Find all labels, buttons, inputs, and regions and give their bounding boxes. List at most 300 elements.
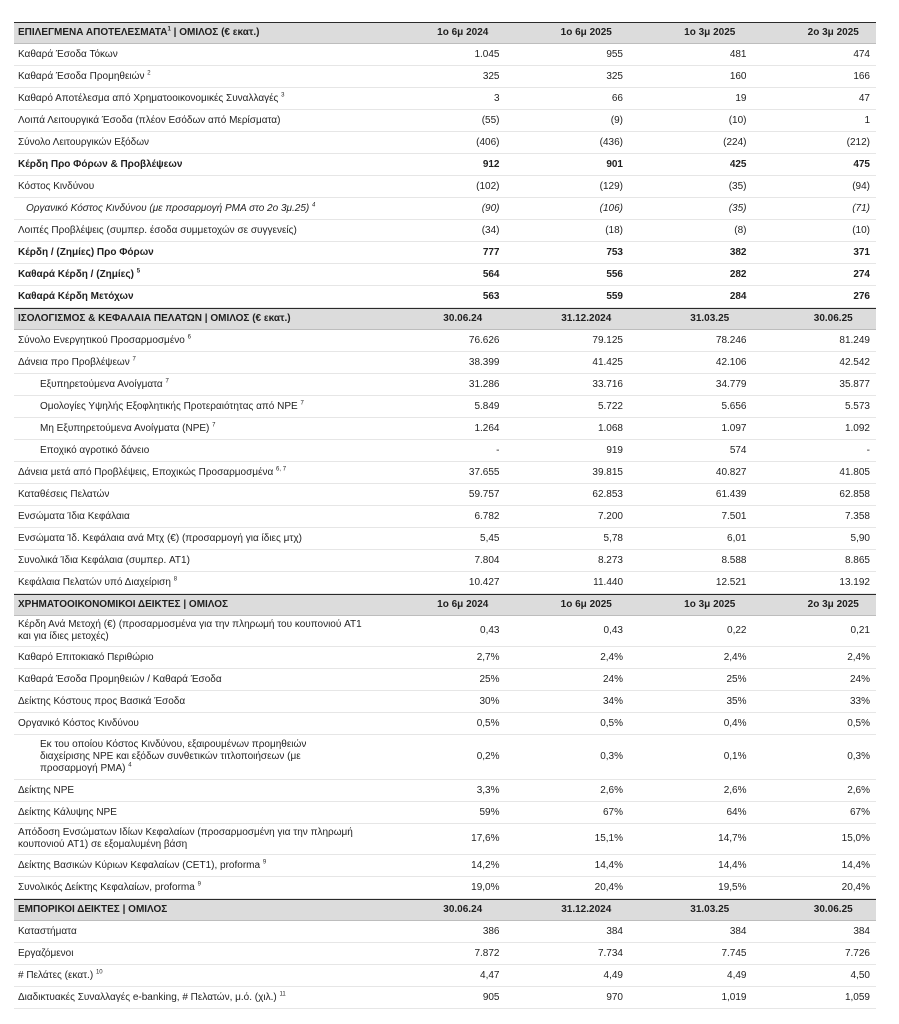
value-cell: 955 bbox=[606, 48, 623, 60]
value-cell: 41.425 bbox=[592, 356, 623, 368]
table-row bbox=[14, 824, 876, 855]
value-cell: 7.358 bbox=[844, 510, 870, 522]
table-row bbox=[14, 330, 876, 352]
row-label-text: Λοιπές Προβλέψεις (συμπερ. έσοδα συμμετοχών σε συγγενείς) bbox=[18, 224, 297, 236]
column-header: 30.06.25 bbox=[813, 313, 853, 324]
value-cell: 13.192 bbox=[839, 576, 870, 588]
value-cell: (224) bbox=[723, 136, 747, 148]
value-cell: (94) bbox=[852, 180, 870, 192]
footnote-ref: 4 bbox=[128, 762, 132, 769]
section-title-text: ΙΣΟΛΟΓΙΣΜΟΣ & ΚΕΦΑΛΑΙΑ ΠΕΛΑΤΩΝ | ΟΜΙΛΟΣ (€ εκατ.) bbox=[18, 313, 291, 324]
table-row bbox=[14, 921, 876, 943]
value-cell: 556 bbox=[606, 268, 623, 280]
value-cell: 5,90 bbox=[850, 532, 870, 544]
value-cell: 66 bbox=[611, 92, 623, 104]
footnote-ref: 5 bbox=[136, 268, 141, 275]
footnote-ref: 11 bbox=[279, 991, 286, 998]
row-label bbox=[14, 423, 382, 435]
table-row bbox=[14, 154, 876, 176]
column-header: 1ο 3μ 2025 bbox=[684, 599, 736, 610]
value-cell: 42.542 bbox=[839, 356, 870, 368]
value-cell: 33% bbox=[849, 695, 870, 707]
row-label-text: Εποχικό αγροτικό δάνειο bbox=[40, 444, 150, 456]
value-cell: 34% bbox=[602, 695, 623, 707]
row-label-text: Συνολικός Δείκτης Κεφαλαίων, proforma bbox=[18, 881, 195, 893]
value-cell: 64% bbox=[726, 806, 747, 818]
value-cell: 30% bbox=[479, 695, 500, 707]
value-cell: (35) bbox=[728, 202, 747, 214]
table-row bbox=[14, 352, 876, 374]
value-cell: 24% bbox=[602, 673, 623, 685]
footnote-ref: 7 bbox=[165, 378, 169, 385]
row-label-text: Καταστήματα bbox=[18, 925, 77, 937]
table-section bbox=[14, 22, 876, 308]
value-cell: 10.427 bbox=[468, 576, 500, 588]
value-cell: 0,5% bbox=[600, 717, 623, 729]
value-cell: 14,4% bbox=[841, 859, 870, 871]
row-label-text: Κέρδη / (Ζημίες) Προ Φόρων bbox=[18, 246, 154, 258]
value-cell: 2,4% bbox=[723, 651, 747, 663]
row-label bbox=[14, 555, 382, 567]
column-header: 30.06.24 bbox=[443, 904, 483, 915]
table-row bbox=[14, 616, 876, 647]
value-cell: 76.626 bbox=[468, 334, 500, 346]
value-cell: 475 bbox=[853, 158, 870, 170]
table-row bbox=[14, 110, 876, 132]
value-cell: 7.726 bbox=[844, 947, 870, 959]
value-cell: 19,5% bbox=[718, 881, 747, 893]
value-cell: 384 bbox=[853, 925, 870, 937]
value-cell: 753 bbox=[606, 246, 623, 258]
value-cell: 2,4% bbox=[600, 651, 623, 663]
value-cell: 1.092 bbox=[844, 422, 870, 434]
row-label-text: Καθαρά Κέρδη Μετόχων bbox=[18, 290, 134, 302]
row-label bbox=[14, 577, 382, 589]
row-label-text: Συνολικά Ίδια Κεφάλαια (συμπερ. AT1) bbox=[18, 554, 190, 566]
footnote-ref: 9 bbox=[197, 881, 201, 888]
value-cell: 47 bbox=[858, 92, 870, 104]
footnote-ref: 10 bbox=[95, 969, 103, 976]
row-label-text: Κέρδη Ανά Μετοχή (€) (προσαρμοσμένα για την πληρωμή του κουπονιού AT1 και για ίδιες μετοχές) bbox=[18, 619, 362, 642]
table-row bbox=[14, 572, 876, 594]
value-cell: 5.849 bbox=[474, 400, 500, 412]
value-cell: 34.779 bbox=[715, 378, 747, 390]
value-cell: 7.872 bbox=[474, 947, 500, 959]
row-label-text: Καθαρά Έσοδα Προμηθειών bbox=[18, 70, 145, 82]
row-label bbox=[14, 739, 382, 775]
value-cell: 382 bbox=[729, 246, 747, 258]
section-title bbox=[14, 27, 382, 39]
row-label bbox=[14, 882, 382, 894]
row-label-text: Καθαρά Έσοδα Προμηθειών / Καθαρά Έσοδα bbox=[18, 673, 222, 685]
value-cell: 67% bbox=[602, 806, 623, 818]
row-label-text: Οργανικό Κόστος Κινδύνου (με προσαρμογή PMA στο 2ο 3μ.25) bbox=[26, 202, 310, 214]
value-cell: 777 bbox=[482, 246, 500, 258]
row-label bbox=[14, 379, 382, 391]
row-label bbox=[14, 533, 382, 545]
footnote-ref: 7 bbox=[300, 400, 304, 407]
value-cell: 8.865 bbox=[844, 554, 870, 566]
table-row bbox=[14, 713, 876, 735]
section-title bbox=[14, 313, 382, 325]
table-row bbox=[14, 286, 876, 308]
row-label bbox=[14, 49, 382, 61]
column-header: 2ο 3μ 2025 bbox=[807, 27, 859, 38]
table-row bbox=[14, 735, 876, 780]
section-title bbox=[14, 904, 382, 916]
table-row bbox=[14, 66, 876, 88]
value-cell: 2,6% bbox=[600, 784, 623, 796]
column-header: 30.06.25 bbox=[813, 904, 853, 915]
value-cell: (34) bbox=[481, 224, 500, 236]
value-cell: 6,01 bbox=[727, 532, 747, 544]
value-cell: 40.827 bbox=[715, 466, 747, 478]
row-label bbox=[14, 357, 382, 369]
value-cell: 6.782 bbox=[474, 510, 500, 522]
value-cell: 7.200 bbox=[597, 510, 623, 522]
value-cell: 39.815 bbox=[592, 466, 623, 478]
row-label-text: Δάνεια προ Προβλέψεων bbox=[18, 356, 130, 368]
table-row bbox=[14, 44, 876, 66]
row-label-text: Δείκτης Κάλυψης NPE bbox=[18, 806, 117, 818]
value-cell: 14,2% bbox=[471, 859, 500, 871]
value-cell: 7.734 bbox=[597, 947, 623, 959]
results-table bbox=[14, 22, 876, 1009]
section-title-text: ΕΜΠΟΡΙΚΟΙ ΔΕΙΚΤΕΣ | ΟΜΙΛΟΣ bbox=[18, 904, 168, 915]
value-cell: 3 bbox=[493, 92, 500, 104]
column-header: 1ο 6μ 2024 bbox=[437, 599, 489, 610]
value-cell: 905 bbox=[482, 991, 500, 1003]
value-cell: 62.853 bbox=[592, 488, 623, 500]
value-cell: 35.877 bbox=[839, 378, 870, 390]
value-cell: 425 bbox=[729, 158, 747, 170]
value-cell: 386 bbox=[482, 925, 500, 937]
table-row bbox=[14, 506, 876, 528]
table-row bbox=[14, 877, 876, 899]
value-cell: 59% bbox=[479, 806, 500, 818]
row-label bbox=[14, 674, 382, 686]
row-label-text: Δείκτης Βασικών Κύριων Κεφαλαίων (CET1), proforma bbox=[18, 859, 261, 871]
table-row bbox=[14, 176, 876, 198]
value-cell: (106) bbox=[599, 202, 623, 214]
value-cell: 19 bbox=[735, 92, 747, 104]
table-row bbox=[14, 132, 876, 154]
value-cell: 4,47 bbox=[480, 969, 500, 981]
row-label-text: Κέρδη Προ Φόρων & Προβλέψεων bbox=[18, 158, 183, 170]
value-cell: 7.745 bbox=[721, 947, 747, 959]
row-label bbox=[14, 652, 382, 664]
value-cell: 0,5% bbox=[847, 717, 870, 729]
value-cell: 79.125 bbox=[592, 334, 623, 346]
value-cell: 2,7% bbox=[476, 651, 500, 663]
footnote-ref: 1 bbox=[167, 26, 171, 33]
row-label bbox=[14, 860, 382, 872]
value-cell: 20,4% bbox=[841, 881, 870, 893]
value-cell: 1.045 bbox=[474, 48, 500, 60]
value-cell: 2,4% bbox=[847, 651, 870, 663]
row-label bbox=[14, 93, 382, 105]
row-label bbox=[14, 203, 382, 215]
value-cell: 41.805 bbox=[839, 466, 870, 478]
value-cell: 4,49 bbox=[727, 969, 747, 981]
value-cell: 24% bbox=[849, 673, 870, 685]
row-label bbox=[14, 948, 382, 960]
table-row bbox=[14, 943, 876, 965]
column-header: 31.12.2024 bbox=[561, 313, 612, 324]
value-cell: (71) bbox=[852, 202, 870, 214]
row-label bbox=[14, 619, 382, 643]
value-cell: 81.249 bbox=[839, 334, 870, 346]
value-cell: 5,78 bbox=[603, 532, 623, 544]
table-row bbox=[14, 220, 876, 242]
value-cell: 371 bbox=[853, 246, 870, 258]
row-label bbox=[14, 926, 382, 938]
column-header: 31.12.2024 bbox=[561, 904, 612, 915]
value-cell: 4,50 bbox=[850, 969, 870, 981]
column-header: 31.03.25 bbox=[690, 904, 730, 915]
section-title-text: ΕΠΙΛΕΓΜΕΝΑ ΑΠΟΤΕΛΕΣΜΑΤΑ bbox=[18, 27, 168, 38]
section-header bbox=[14, 23, 876, 44]
row-label-text: Οργανικό Κόστος Κινδύνου bbox=[18, 717, 139, 729]
value-cell: 325 bbox=[606, 70, 623, 82]
row-label-text: Καθαρά Έσοδα Τόκων bbox=[18, 48, 118, 60]
column-header: 1ο 6μ 2024 bbox=[437, 27, 489, 38]
value-cell: 38.399 bbox=[468, 356, 500, 368]
table-row bbox=[14, 198, 876, 220]
value-cell: 4,49 bbox=[603, 969, 623, 981]
footnote-ref: 9 bbox=[262, 859, 267, 866]
table-row bbox=[14, 855, 876, 877]
row-label bbox=[14, 827, 382, 851]
table-row bbox=[14, 462, 876, 484]
row-label-text: Δάνεια μετά από Προβλέψεις, Εποχικώς Προσαρμοσμένα bbox=[18, 466, 274, 478]
row-label bbox=[14, 225, 382, 237]
value-cell: 25% bbox=[479, 673, 500, 685]
value-cell: 919 bbox=[606, 444, 623, 456]
table-row bbox=[14, 550, 876, 572]
column-header: 31.03.25 bbox=[690, 313, 730, 324]
section-title-text: ΧΡΗΜΑΤΟΟΙΚΟΝΟΜΙΚΟΙ ΔΕΙΚΤΕΣ | ΟΜΙΛΟΣ bbox=[18, 599, 228, 610]
row-label-text: Εκ του οποίου Κόστος Κινδύνου, εξαιρουμένων προμηθειών διαχείρισης NPE και εξόδων συνθετικών τιτλοποιήσεων (με προσαρμογή PMA) bbox=[40, 739, 307, 774]
row-label bbox=[14, 511, 382, 523]
section-header bbox=[14, 309, 876, 330]
value-cell: 5.573 bbox=[844, 400, 870, 412]
row-label-text: Ενσώματα Ίδ. Κεφάλαια ανά Μτχ (€) (προσαρμογή για ίδιες μτχ) bbox=[18, 532, 302, 544]
row-label-text: # Πελάτες (εκατ.) bbox=[18, 969, 94, 981]
value-cell: 7.804 bbox=[474, 554, 500, 566]
value-cell: 0,5% bbox=[476, 717, 500, 729]
value-cell: 564 bbox=[482, 268, 500, 280]
table-section bbox=[14, 594, 876, 899]
value-cell: (10) bbox=[852, 224, 870, 236]
row-label bbox=[14, 807, 382, 819]
row-label-text: Καθαρό Αποτέλεσμα από Χρηματοοικονομικές Συναλλαγές bbox=[18, 92, 279, 104]
value-cell: 15,1% bbox=[594, 833, 623, 844]
value-cell: 5.722 bbox=[597, 400, 623, 412]
row-label-text: Καθαρά Κέρδη / (Ζημίες) bbox=[18, 268, 134, 280]
value-cell: (406) bbox=[476, 136, 500, 148]
row-label bbox=[14, 445, 382, 457]
row-label-text: Σύνολο Λειτουργικών Εξόδων bbox=[18, 136, 150, 148]
table-row bbox=[14, 88, 876, 110]
row-label-text: Κεφάλαια Πελατών υπό Διαχείριση bbox=[18, 576, 171, 588]
column-header: 2ο 3μ 2025 bbox=[807, 599, 859, 610]
footnote-ref: 2 bbox=[147, 70, 151, 77]
value-cell: 1.068 bbox=[597, 422, 623, 434]
table-row bbox=[14, 669, 876, 691]
value-cell: (18) bbox=[605, 224, 623, 236]
row-label bbox=[14, 696, 382, 708]
row-label bbox=[14, 489, 382, 501]
row-label bbox=[14, 785, 382, 797]
value-cell: 282 bbox=[729, 268, 747, 280]
value-cell: 14,4% bbox=[594, 859, 623, 871]
value-cell: 35% bbox=[726, 695, 747, 707]
value-cell: 160 bbox=[729, 70, 747, 82]
value-cell: 31.286 bbox=[468, 378, 500, 390]
footnote-ref: 7 bbox=[132, 356, 136, 363]
table-row bbox=[14, 780, 876, 802]
table-row bbox=[14, 484, 876, 506]
footnote-ref: 6, 7 bbox=[276, 466, 287, 473]
footnote-ref: 3 bbox=[281, 92, 285, 99]
value-cell: 970 bbox=[606, 991, 623, 1003]
value-cell: 1 bbox=[864, 114, 870, 126]
value-cell: 563 bbox=[482, 290, 500, 302]
value-cell: 42.106 bbox=[715, 356, 747, 368]
section-title bbox=[14, 599, 382, 611]
value-cell: 1.097 bbox=[721, 422, 747, 434]
value-cell: 481 bbox=[729, 48, 747, 60]
footnote-ref: 8 bbox=[173, 576, 178, 583]
value-cell: 284 bbox=[729, 290, 747, 302]
row-label bbox=[14, 992, 382, 1004]
value-cell: 384 bbox=[729, 925, 747, 937]
row-label-text: Δείκτης NPE bbox=[18, 784, 75, 796]
column-header: 1ο 6μ 2025 bbox=[560, 27, 612, 38]
value-cell: 62.858 bbox=[839, 488, 870, 500]
table-row bbox=[14, 418, 876, 440]
section-header bbox=[14, 595, 876, 616]
row-label bbox=[14, 335, 382, 347]
row-label bbox=[14, 269, 382, 281]
value-cell: 166 bbox=[853, 70, 870, 82]
table-row bbox=[14, 264, 876, 286]
value-cell: (8) bbox=[734, 224, 747, 236]
value-cell: 12.521 bbox=[715, 576, 747, 588]
value-cell: (35) bbox=[728, 180, 747, 192]
value-cell: (212) bbox=[846, 136, 870, 148]
section-title-suffix: | ΟΜΙΛΟΣ (€ εκατ.) bbox=[170, 27, 260, 38]
table-section bbox=[14, 308, 876, 594]
row-label-text: Λοιπά Λειτουργικά Έσοδα (πλέον Εσόδων από Μερίσματα) bbox=[18, 114, 281, 126]
value-cell: 61.439 bbox=[715, 488, 747, 500]
value-cell: 0,22 bbox=[727, 625, 747, 636]
value-cell: 8.588 bbox=[721, 554, 747, 566]
value-cell: 11.440 bbox=[593, 576, 623, 588]
value-cell: 3,3% bbox=[476, 784, 500, 796]
value-cell: (90) bbox=[481, 202, 500, 214]
row-label bbox=[14, 401, 382, 413]
value-cell: 5,45 bbox=[480, 532, 500, 544]
row-label bbox=[14, 970, 382, 982]
row-label-text: Ομολογίες Υψηλής Εξοφλητικής Προτεραιότητας από NPE bbox=[40, 400, 298, 412]
value-cell: 78.246 bbox=[715, 334, 747, 346]
row-label bbox=[14, 247, 382, 259]
table-row bbox=[14, 647, 876, 669]
value-cell: 59.757 bbox=[468, 488, 500, 500]
value-cell: 15,0% bbox=[841, 833, 870, 844]
value-cell: 912 bbox=[482, 158, 500, 170]
value-cell: 0,3% bbox=[600, 751, 623, 762]
row-label bbox=[14, 115, 382, 127]
row-label-text: Εξυπηρετούμενα Ανοίγματα bbox=[40, 378, 163, 390]
row-label bbox=[14, 137, 382, 149]
value-cell: (129) bbox=[599, 180, 623, 192]
row-label-text: Ενσώματα Ίδια Κεφάλαια bbox=[18, 510, 130, 522]
value-cell: 0,4% bbox=[723, 717, 747, 729]
value-cell: 574 bbox=[729, 444, 747, 456]
value-cell: 0,1% bbox=[723, 751, 747, 762]
row-label bbox=[14, 159, 382, 171]
row-label-text: Κόστος Κινδύνου bbox=[18, 180, 95, 192]
row-label-text: Διαδικτυακές Συναλλαγές e-banking, # Πελατών, μ.ό. (χιλ.) bbox=[18, 991, 277, 1003]
table-row bbox=[14, 440, 876, 462]
value-cell: 2,6% bbox=[723, 784, 747, 796]
column-header: 1ο 6μ 2025 bbox=[560, 599, 612, 610]
table-row bbox=[14, 987, 876, 1009]
value-cell: (9) bbox=[610, 114, 623, 126]
row-label bbox=[14, 71, 382, 83]
footnote-ref: 7 bbox=[212, 422, 216, 429]
table-row bbox=[14, 802, 876, 824]
footnote-ref: 6 bbox=[187, 334, 191, 341]
table-row bbox=[14, 374, 876, 396]
row-label bbox=[14, 181, 382, 193]
value-cell: 19,0% bbox=[471, 881, 500, 893]
table-row bbox=[14, 965, 876, 987]
value-cell: 0,43 bbox=[603, 625, 623, 636]
value-cell: 7.501 bbox=[721, 510, 747, 522]
value-cell: 0,21 bbox=[850, 625, 870, 636]
table-section bbox=[14, 899, 876, 1009]
row-label-text: Σύνολο Ενεργητικού Προσαρμοσμένο bbox=[18, 334, 185, 346]
value-cell: 67% bbox=[849, 806, 870, 818]
value-cell: 474 bbox=[853, 48, 870, 60]
column-header: 1ο 3μ 2025 bbox=[684, 27, 736, 38]
row-label bbox=[14, 467, 382, 479]
value-cell: 559 bbox=[606, 290, 623, 302]
value-cell: 0,43 bbox=[480, 625, 500, 636]
value-cell: 0,2% bbox=[476, 751, 500, 762]
table-row bbox=[14, 396, 876, 418]
value-cell: 1,019 bbox=[721, 991, 747, 1003]
row-label bbox=[14, 718, 382, 730]
value-cell: 1.264 bbox=[474, 422, 500, 434]
value-cell: 8.273 bbox=[597, 554, 623, 566]
row-label bbox=[14, 291, 382, 303]
row-label-text: Μη Εξυπηρετούμενα Ανοίγματα (NPE) bbox=[40, 422, 210, 434]
value-cell: 274 bbox=[853, 268, 870, 280]
row-label-text: Καταθέσεις Πελατών bbox=[18, 488, 110, 500]
row-label-text: Εργαζόμενοι bbox=[18, 947, 74, 959]
value-cell: (10) bbox=[728, 114, 747, 126]
value-cell: (102) bbox=[476, 180, 500, 192]
section-header bbox=[14, 900, 876, 921]
row-label-text: Απόδοση Ενσώματων Ιδίων Κεφαλαίων (προσαρμοσμένη για την πληρωμή κουπονιού AT1) σε εξομαλυμένη βάση bbox=[18, 827, 353, 850]
value-cell: 384 bbox=[606, 925, 623, 937]
value-cell: 14,4% bbox=[718, 859, 747, 871]
